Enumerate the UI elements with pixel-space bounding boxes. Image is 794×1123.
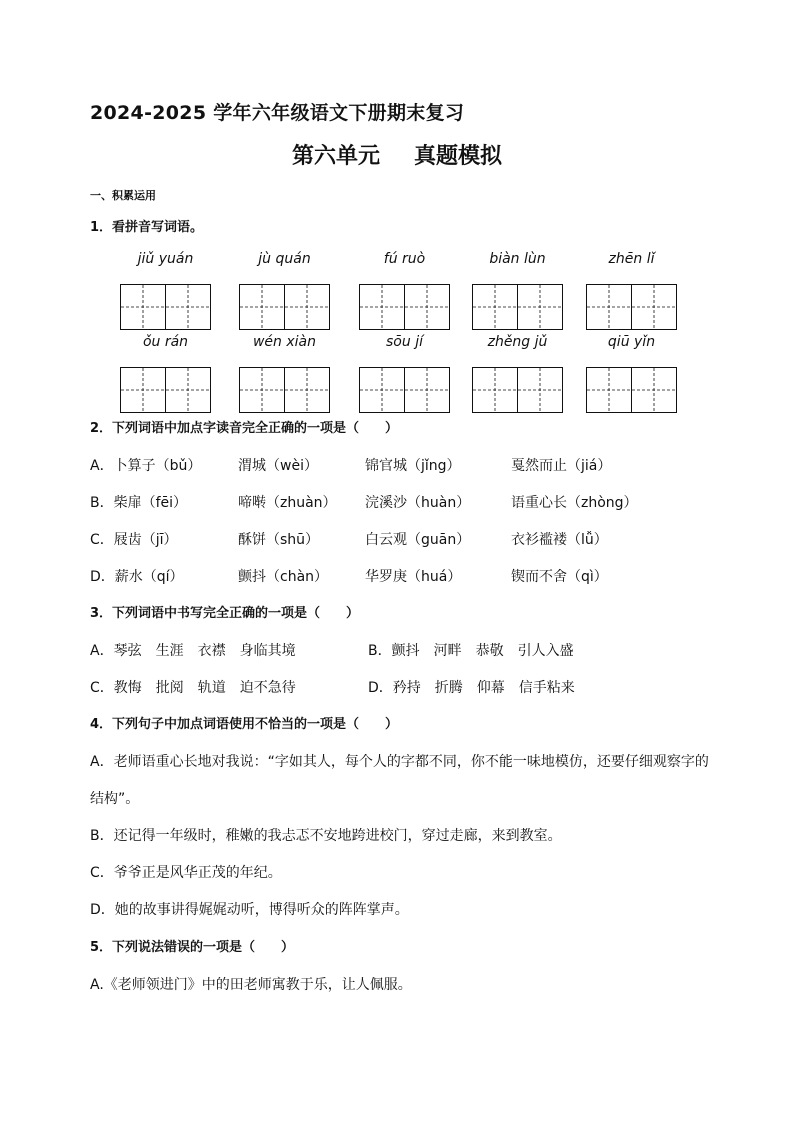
q3-option-b: B．颤抖 河畔 恭敬 引人入盛 (368, 643, 574, 659)
page-title: 2024-2025 学年六年级语文下册期末复习 (90, 102, 465, 124)
writing-box[interactable] (359, 284, 450, 330)
q4-option-a-line2: 结构”。 (90, 791, 140, 807)
q2-option-c-1: C．屐齿（jī） (90, 532, 178, 548)
q2-option-c-3: 白云观（guān） (365, 532, 471, 548)
q2-option-a-3: 锦官城（jǐng） (365, 458, 461, 474)
unit-label: 第六单元 (291, 144, 380, 169)
pinyin-label: sōu jí (386, 334, 423, 350)
question-4-prompt: 4．下列句子中加点词语使用不恰当的一项是（ ） (90, 717, 399, 732)
q2-option-b-4: 语重心长（zhòng） (511, 495, 638, 511)
q2-option-a-1: A．卜算子（bǔ） (90, 458, 202, 474)
q5-option-a: A.《老师领进门》中的田老师寓教于乐，让人佩服。 (90, 977, 412, 993)
q3-option-c: C．教悔 批阅 轨道 迫不急待 (90, 680, 296, 696)
question-1-prompt: 1．看拼音写词语。 (90, 220, 204, 235)
question-5-prompt: 5．下列说法错误的一项是（ ） (90, 940, 295, 955)
pinyin-label: fú ruò (383, 251, 426, 267)
writing-box[interactable] (120, 284, 211, 330)
question-2-prompt: 2．下列词语中加点字读音完全正确的一项是（ ） (90, 421, 399, 436)
pinyin-label: zhěng jǔ (487, 334, 548, 350)
pinyin-label: wén xiàn (252, 334, 316, 350)
q4-option-d: D．她的故事讲得娓娓动听，博得听众的阵阵掌声。 (90, 902, 409, 918)
pinyin-label: jù quán (258, 251, 311, 267)
question-3-prompt: 3．下列词语中书写完全正确的一项是（ ） (90, 606, 360, 621)
writing-box[interactable] (359, 367, 450, 413)
writing-box[interactable] (586, 284, 677, 330)
pinyin-label: ǒu rán (142, 334, 189, 350)
q2-option-b-1: B．柴扉（fēi） (90, 495, 188, 511)
q2-option-d-1: D．薪水（qí） (90, 569, 184, 585)
writing-box[interactable] (239, 367, 330, 413)
writing-box[interactable] (239, 284, 330, 330)
q2-option-a-4: 戛然而止（jiá） (511, 458, 612, 474)
writing-box[interactable] (472, 367, 563, 413)
q2-option-c-2: 酥饼（shū） (238, 532, 320, 548)
q2-option-b-2: 啼啭（zhuàn） (238, 495, 337, 511)
q3-option-d: D．矜持 折腾 仰幕 信手粘来 (368, 680, 575, 696)
q4-option-c: C．爷爷正是风华正茂的年纪。 (90, 865, 282, 881)
q2-option-d-3: 华罗庚（huá） (365, 569, 462, 585)
pinyin-label: zhēn lǐ (608, 251, 655, 267)
q4-option-a-line1: A．老师语重心长地对我说：“字如其人，每个人的字都不同，你不能一味地模仿，还要仔细观察字的 (90, 754, 709, 770)
q2-option-a-2: 渭城（wèi） (238, 458, 318, 474)
section-heading: 一、积累运用 (90, 189, 156, 202)
page-subtitle (0, 139, 794, 170)
q2-option-b-3: 浣溪沙（huàn） (365, 495, 471, 511)
q2-option-d-4: 锲而不舍（qì） (511, 569, 608, 585)
subtitle-label: 真题模拟 (414, 144, 503, 169)
q3-option-a: A．琴弦 生涯 衣襟 身临其境 (90, 643, 296, 659)
q2-option-d-2: 颤抖（chàn） (238, 569, 329, 585)
pinyin-label: qiū yǐn (607, 334, 656, 350)
pinyin-label: jiǔ yuán (137, 251, 194, 267)
q2-option-c-4: 衣衫褴褛（lǚ） (511, 532, 608, 548)
writing-box[interactable] (472, 284, 563, 330)
writing-box[interactable] (120, 367, 211, 413)
writing-box[interactable] (586, 367, 677, 413)
pinyin-label: biàn lùn (489, 251, 546, 267)
q4-option-b: B．还记得一年级时，稚嫩的我忐忑不安地跨进校门，穿过走廊，来到教室。 (90, 828, 562, 844)
